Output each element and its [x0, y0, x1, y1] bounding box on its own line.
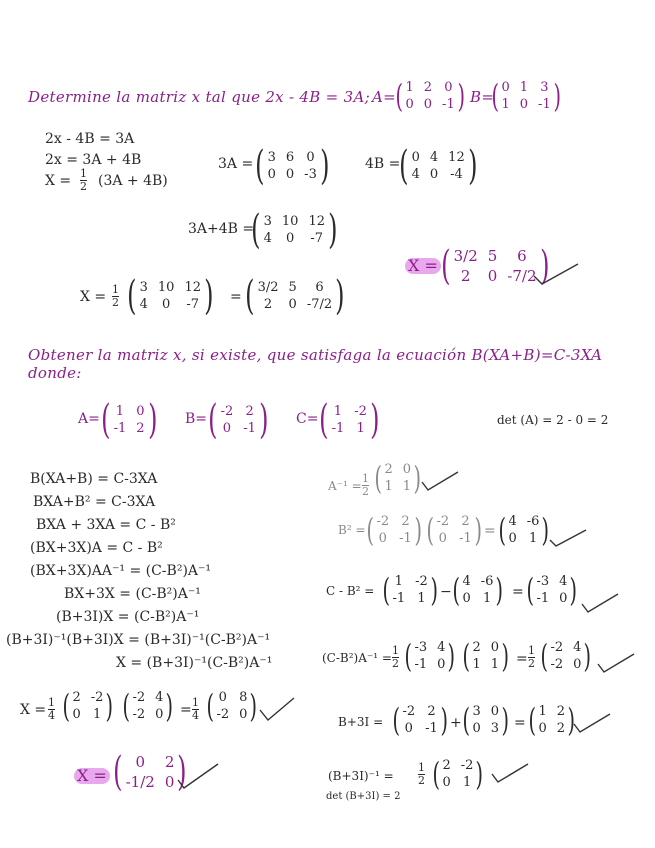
p2-prod-half-2: $\frac{1}{2}$: [528, 644, 535, 670]
matrix-cell: 4: [411, 167, 420, 182]
p1-half-fraction: $\frac{1}{2}$: [80, 167, 87, 193]
p2-det-b3i: det (B+3I) = 2: [326, 791, 401, 802]
p2-b2-equals: =: [484, 523, 496, 539]
matrix-cell: 0: [135, 753, 145, 771]
p2-xcalc-b: ( -2 4 -2 0 ): [122, 687, 174, 725]
matrix-cell: -2: [132, 690, 146, 705]
matrix-cell: 2: [442, 758, 451, 773]
p2-cmb-b: ( 4 -6 0 1 ): [452, 571, 504, 609]
matrix-cell: 4: [155, 690, 164, 705]
matrix-cell: 0: [155, 707, 164, 722]
matrix-cell: 0: [285, 167, 295, 182]
matrix-cell: 0: [490, 704, 500, 719]
problem1-A-label: A=: [372, 88, 397, 106]
matrix-cell: -1: [459, 531, 472, 546]
p2-step-2: BXA+B² = C-3XA: [33, 494, 156, 510]
p2-C-matrix: ( 1 -2 -1 1 ): [319, 397, 380, 443]
problem1-B-label: B=: [470, 88, 495, 106]
matrix-cell: -2: [220, 404, 234, 419]
matrix-cell: -1: [392, 591, 406, 606]
p2-step-1: B(XA+B) = C-3XA: [30, 471, 158, 487]
matrix-cell: -3: [414, 640, 428, 655]
p1-x-result-matrix: ( 3/2 5 6 2 0 -7/2 ): [245, 273, 345, 319]
matrix-cell: 1: [356, 421, 365, 436]
p2-det-A: det (A) = 2 - 0 = 2: [497, 413, 609, 427]
check-mark-icon: [548, 524, 588, 550]
p2-b3iinv-label: (B+3I)⁻¹ =: [328, 769, 394, 783]
matrix-cell: 1: [462, 775, 472, 790]
matrix-cell: 4: [139, 297, 148, 312]
p2-b3i-equals: =: [514, 715, 526, 731]
p2-b2-label: B² =: [338, 523, 366, 537]
p2-cmb-minus: −: [440, 584, 452, 600]
matrix-cell: 0: [404, 721, 413, 736]
matrix-cell: -2: [376, 514, 390, 529]
p2-b2-b: ( -2 2 0 -1 ): [426, 511, 482, 549]
matrix-cell: -2: [90, 690, 104, 705]
matrix-cell: 0: [72, 707, 81, 722]
p1-x-label: X =: [80, 289, 107, 305]
matrix-cell: -1: [243, 421, 256, 436]
p2-cmb-label: C - B² =: [326, 584, 375, 598]
matrix-cell: 1: [490, 657, 500, 672]
matrix-cell: 1: [538, 704, 547, 719]
matrix-cell: 3: [263, 214, 272, 229]
problem1-prompt: Determine la matriz x tal que 2x - 4B = 3A;: [28, 88, 370, 106]
p2-b3i-result: ( 1 2 0 2 ): [528, 701, 576, 739]
matrix-cell: -3: [304, 167, 317, 182]
p1-final-matrix: ( 3/2 5 6 2 0 -7/2 ): [441, 243, 550, 289]
p2-b2-a: ( -2 2 0 -1 ): [366, 511, 422, 549]
matrix-cell: -2: [415, 574, 428, 589]
matrix-cell: 0: [442, 775, 451, 790]
matrix-cell: 0: [423, 97, 433, 112]
matrix-cell: 0: [218, 690, 227, 705]
matrix-cell: 2: [556, 704, 566, 719]
problem2-prompt: Obtener la matriz x, si existe, que satisfaga la ecuación B(XA+B)=C-3XA: [28, 346, 603, 364]
matrix-cell: 2: [245, 404, 254, 419]
matrix-cell: 0: [136, 404, 145, 419]
p2-B-matrix: ( -2 2 0 -1 ): [208, 397, 269, 443]
matrix-cell: 0: [239, 707, 248, 722]
matrix-cell: -1: [538, 97, 551, 112]
problem1-A-matrix: ( 1 2 0 0 0 -1 ): [395, 77, 465, 115]
matrix-cell: 2: [556, 721, 566, 736]
matrix-cell: -7/2: [306, 297, 333, 312]
matrix-cell: 3: [267, 150, 276, 165]
p2-prod-a: ( -3 4 -1 0 ): [404, 637, 456, 675]
matrix-cell: 4: [429, 150, 439, 165]
p2-prod-result: ( -2 4 -2 0 ): [540, 637, 592, 675]
matrix-cell: 1: [482, 591, 492, 606]
p2-cmb-a: ( 1 -2 -1 1 ): [382, 571, 438, 609]
matrix-cell: 6: [517, 247, 527, 265]
p1-step-4: (3A + 4B): [98, 173, 168, 189]
matrix-cell: 2: [427, 704, 436, 719]
p2-b3iinv-matrix: ( 2 -2 0 1 ): [432, 755, 484, 793]
problem1-B-matrix: ( 0 1 3 1 0 -1 ): [491, 77, 561, 115]
p2-A-matrix: ( 1 0 -1 2 ): [101, 397, 158, 443]
matrix-cell: -2: [354, 404, 367, 419]
p2-step-8: (B+3I)⁻¹(B+3I)X = (B+3I)⁻¹(C-B²)A⁻¹: [6, 632, 271, 648]
matrix-cell: -7/2: [507, 267, 537, 285]
matrix-cell: 2: [461, 514, 470, 529]
matrix-cell: 2: [423, 80, 433, 95]
matrix-cell: 3: [490, 721, 500, 736]
matrix-cell: 0: [559, 591, 568, 606]
matrix-cell: 10: [281, 214, 299, 229]
matrix-cell: 4: [508, 514, 517, 529]
matrix-cell: 1: [92, 707, 102, 722]
problem2-prompt-2: donde:: [28, 364, 82, 382]
p2-cmb-equals: =: [512, 584, 524, 600]
matrix-cell: 12: [308, 214, 325, 229]
matrix-cell: -1/2: [125, 773, 155, 791]
matrix-cell: 2: [384, 462, 393, 477]
matrix-cell: -1: [414, 657, 428, 672]
matrix-cell: 12: [448, 150, 465, 165]
matrix-cell: 0: [286, 231, 295, 246]
matrix-cell: -2: [402, 704, 416, 719]
matrix-cell: -7: [186, 297, 200, 312]
matrix-cell: 0: [508, 531, 517, 546]
matrix-cell: 0: [378, 531, 387, 546]
p1-3A-label: 3A =: [218, 156, 254, 172]
matrix-cell: 8: [239, 690, 248, 705]
p1-sum-matrix: ( 3 10 12 4 0 -7 ): [251, 207, 338, 253]
p2-xcalc-a: ( 2 -2 0 1 ): [62, 687, 114, 725]
matrix-cell: 1: [115, 404, 125, 419]
matrix-cell: 3/2: [453, 247, 478, 265]
p1-x-half: $\frac{1}{2}$: [112, 283, 119, 309]
matrix-cell: 4: [437, 640, 446, 655]
p2-C-label: C=: [296, 411, 319, 427]
matrix-cell: 0: [462, 591, 471, 606]
matrix-cell: 0: [429, 167, 439, 182]
check-mark-icon: [490, 760, 530, 786]
p2-step-7: (B+3I)X = (C-B²)A⁻¹: [56, 609, 200, 625]
matrix-cell: -2: [460, 758, 474, 773]
p2-step-9: X = (B+3I)⁻¹(C-B²)A⁻¹: [116, 655, 273, 671]
p2-final-matrix: ( 0 2 -1/2 0 ): [113, 749, 187, 795]
matrix-cell: 1: [501, 97, 510, 112]
p2-b3i-label: B+3I =: [338, 715, 384, 729]
matrix-cell: 1: [394, 574, 403, 589]
matrix-cell: 5: [487, 247, 498, 265]
matrix-cell: 0: [519, 97, 529, 112]
matrix-cell: 2: [263, 297, 273, 312]
matrix-cell: -1: [113, 421, 127, 436]
matrix-cell: 10: [157, 280, 175, 295]
p2-ainv-half: $\frac{1}{2}$: [362, 472, 369, 498]
matrix-cell: 3: [540, 80, 549, 95]
matrix-cell: 0: [306, 150, 315, 165]
matrix-cell: 0: [267, 167, 276, 182]
matrix-cell: 1: [519, 80, 529, 95]
p1-step-3: X =: [45, 173, 72, 189]
check-mark-icon: [420, 468, 460, 494]
matrix-cell: 0: [538, 721, 547, 736]
p2-b3i-b: ( 3 0 0 3 ): [462, 701, 510, 739]
matrix-cell: 2: [136, 421, 145, 436]
p1-step-2: 2x = 3A + 4B: [45, 152, 142, 168]
matrix-cell: -6: [480, 574, 494, 589]
check-mark-icon: [596, 650, 636, 676]
matrix-cell: -3: [536, 574, 550, 589]
matrix-cell: 0: [573, 657, 582, 672]
matrix-cell: 0: [162, 297, 171, 312]
matrix-cell: -1: [331, 421, 345, 436]
p2-cmb-result: ( -3 4 -1 0 ): [526, 571, 578, 609]
matrix-cell: 4: [263, 231, 272, 246]
p1-final-label: X =: [405, 258, 441, 274]
p2-step-3: BXA + 3XA = C - B²: [36, 517, 176, 533]
matrix-cell: -7: [310, 231, 324, 246]
check-mark-icon: [572, 710, 612, 736]
matrix-cell: 2: [460, 267, 471, 285]
matrix-cell: -2: [550, 657, 564, 672]
matrix-cell: 0: [402, 462, 412, 477]
matrix-cell: 1: [405, 80, 414, 95]
p1-4B-matrix: ( 0 4 12 4 0 -4 ): [399, 143, 478, 189]
p2-b2-result: ( 4 -6 0 1 ): [498, 511, 550, 549]
check-mark-icon: [532, 258, 582, 288]
matrix-cell: 0: [472, 721, 481, 736]
matrix-cell: 3/2: [257, 280, 279, 295]
matrix-cell: 1: [472, 657, 481, 672]
p2-A-label: A=: [78, 411, 100, 427]
p2-xcalc-quarter: $\frac{1}{4}$: [48, 696, 55, 722]
matrix-cell: -2: [550, 640, 564, 655]
matrix-cell: -2: [216, 707, 230, 722]
p2-ainv-matrix: ( 2 0 1 1 ): [374, 459, 422, 497]
matrix-cell: 6: [315, 280, 324, 295]
p2-xcalc-equals: =: [180, 702, 192, 718]
p2-B-label: B=: [185, 411, 208, 427]
matrix-cell: 0: [501, 80, 510, 95]
matrix-cell: 2: [401, 514, 410, 529]
matrix-cell: 1: [528, 531, 538, 546]
matrix-cell: -1: [425, 721, 438, 736]
matrix-cell: -2: [436, 514, 450, 529]
matrix-cell: -1: [399, 531, 412, 546]
matrix-cell: 0: [288, 297, 297, 312]
matrix-cell: 4: [559, 574, 568, 589]
p1-4B-label: 4B =: [365, 156, 401, 172]
matrix-cell: 6: [285, 150, 295, 165]
matrix-cell: 12: [184, 280, 201, 295]
matrix-cell: 1: [417, 591, 426, 606]
p1-3A-matrix: ( 3 6 0 0 0 -3 ): [255, 143, 330, 189]
p1-step-1: 2x - 4B = 3A: [45, 131, 135, 147]
matrix-cell: 0: [487, 267, 498, 285]
check-mark-icon: [580, 590, 620, 616]
matrix-cell: 2: [164, 753, 175, 771]
matrix-cell: -2: [132, 707, 146, 722]
matrix-cell: 0: [411, 150, 420, 165]
matrix-cell: 3: [472, 704, 481, 719]
matrix-cell: 0: [444, 80, 453, 95]
matrix-cell: 3: [139, 280, 148, 295]
p2-prod-b: ( 2 0 1 1 ): [462, 637, 510, 675]
p1-sum-label: 3A+4B =: [188, 221, 255, 237]
matrix-cell: -1: [536, 591, 550, 606]
matrix-cell: 2: [72, 690, 81, 705]
p2-step-5: (BX+3X)AA⁻¹ = (C-B²)A⁻¹: [30, 563, 212, 579]
matrix-cell: 0: [490, 640, 500, 655]
check-mark-icon: [258, 694, 298, 724]
p2-xcalc-result: ( 0 8 -2 0 ): [206, 687, 258, 725]
p1-x-matrix: ( 3 10 12 4 0 -7 ): [127, 273, 214, 319]
matrix-cell: 2: [472, 640, 481, 655]
p2-b3i-a: ( -2 2 0 -1 ): [392, 701, 448, 739]
check-mark-icon: [176, 760, 220, 790]
p2-ainv-label: A⁻¹ =: [328, 479, 362, 493]
p2-b3i-plus: +: [450, 715, 462, 731]
matrix-cell: 0: [222, 421, 232, 436]
matrix-cell: 0: [405, 97, 414, 112]
matrix-cell: -1: [442, 97, 455, 112]
matrix-cell: 0: [437, 657, 446, 672]
matrix-cell: 4: [573, 640, 582, 655]
matrix-cell: -4: [450, 167, 463, 182]
p2-step-4: (BX+3X)A = C - B²: [30, 540, 163, 556]
p2-xcalc-quarter-2: $\frac{1}{4}$: [192, 696, 199, 722]
matrix-cell: 1: [333, 404, 343, 419]
p2-b3iinv-half: $\frac{1}{2}$: [418, 761, 425, 787]
matrix-cell: 5: [288, 280, 297, 295]
p2-prod-equals: =: [516, 651, 528, 667]
p2-final-label: X =: [74, 768, 110, 784]
matrix-cell: 1: [384, 479, 393, 494]
p2-prod-half: $\frac{1}{2}$: [392, 644, 399, 670]
matrix-cell: 0: [164, 773, 175, 791]
p2-prod-label: (C-B²)A⁻¹ =: [322, 651, 392, 665]
matrix-cell: 4: [462, 574, 471, 589]
matrix-cell: 0: [438, 531, 447, 546]
p2-step-6: BX+3X = (C-B²)A⁻¹: [64, 586, 201, 602]
p2-xcalc-label: X =: [20, 702, 47, 718]
p1-equals-sign: =: [230, 289, 242, 305]
matrix-cell: 1: [402, 479, 412, 494]
matrix-cell: -6: [526, 514, 540, 529]
